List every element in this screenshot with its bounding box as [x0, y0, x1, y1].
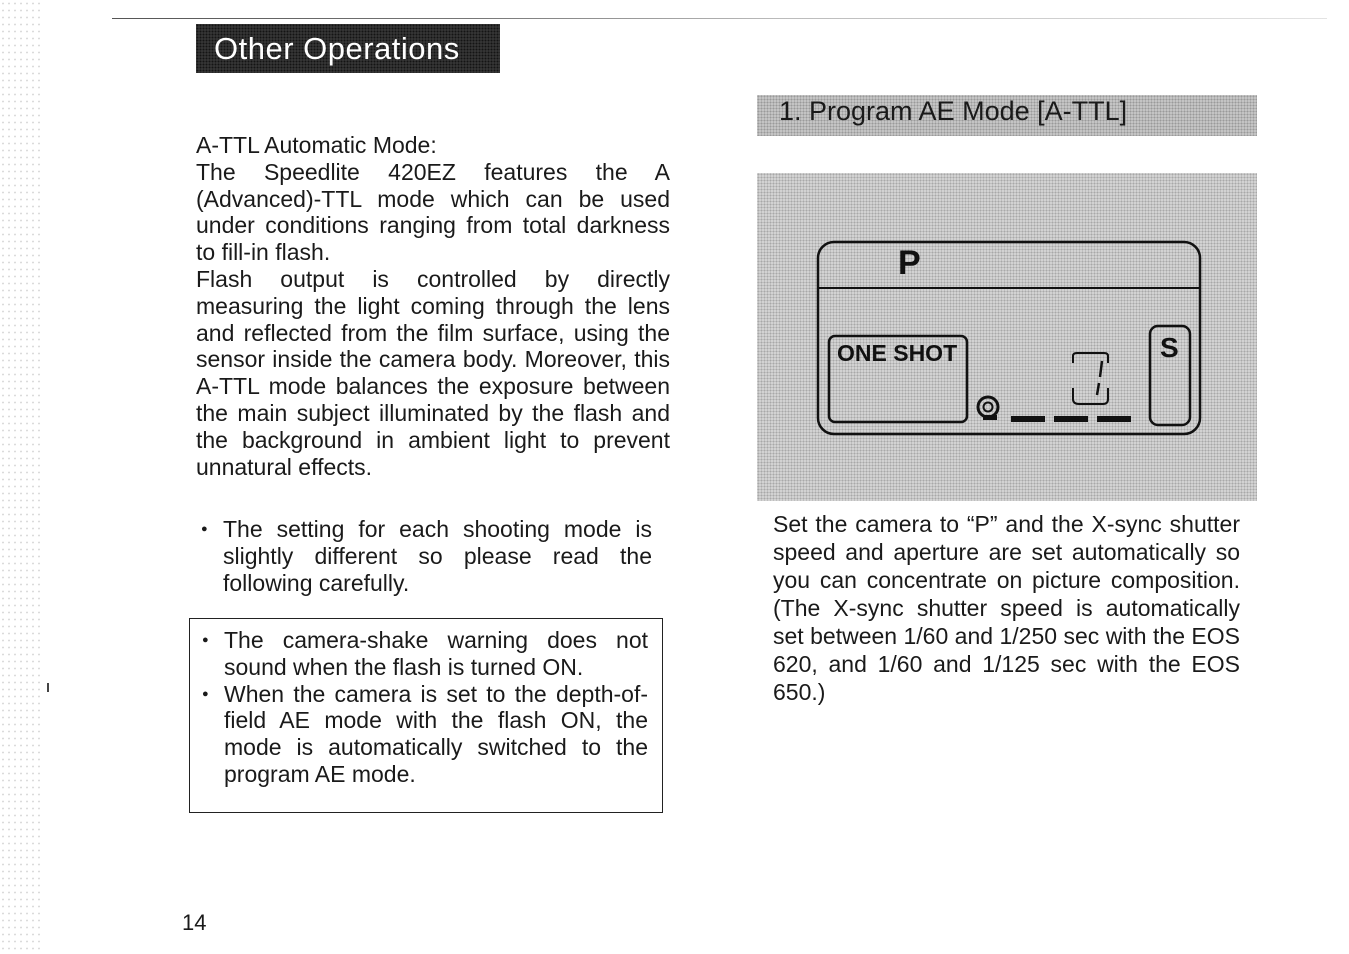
lcd-display — [757, 173, 1257, 501]
list-item: ● When the camera is set to the depth-of-field AE mode with the flash ON, the mode is automatically switched to the program AE mode. — [197, 681, 648, 788]
indicator-label: S — [1160, 332, 1179, 363]
shooting-mode-note — [196, 516, 652, 596]
attl-description — [196, 132, 670, 480]
list-item: ● The setting for each shooting mode is slightly different so please read the following carefully. — [196, 516, 652, 596]
program-mode-description: Set the camera to “P” and the X-sync shutter speed and aperture are set automatically so you can concentrate on picture composition. (The X-sync shutter speed is automatically set between 1/60 and 1/250 sec with the EOS 620, and 1/60 and 1/125 sec with the EOS 650.) — [773, 511, 1240, 705]
section-title: 1. Program AE Mode [A-TTL] — [757, 95, 1257, 136]
page-title: Other Operations — [196, 24, 500, 73]
list-item: ● The camera-shake warning does not sound when the flash is turned ON. — [197, 627, 648, 681]
attl-heading: A-TTL Automatic Mode: — [196, 132, 437, 158]
page-number: 14 — [182, 910, 207, 935]
film-bar-1 — [1011, 416, 1045, 422]
caution-box — [189, 618, 663, 813]
scan-edge-noise — [0, 0, 42, 954]
film-bar-2 — [1054, 416, 1088, 422]
focus-mode-label: ONE SHOT — [837, 340, 958, 366]
film-bar-3 — [1097, 416, 1131, 422]
attl-paragraph-2: Flash output is controlled by directly measuring the light coming through the lens and reflected from the film surface, using the sensor inside the camera body. Moreover, this A-TTL mode balances the exposure between the main subject illuminated by the flash and the background in ambient light to prevent unnatural effects. — [196, 265, 670, 480]
top-rule — [112, 18, 1327, 19]
caution-list — [197, 627, 648, 788]
frame-counter-digit — [1073, 353, 1108, 404]
bullet-list — [196, 516, 652, 596]
lcd-frame — [818, 242, 1200, 434]
lcd-mode-label: P — [898, 244, 921, 282]
film-cartridge-icon — [978, 397, 998, 420]
attl-paragraph-1: The Speedlite 420EZ features the A (Advanced)-TTL mode which can be used under conditions ranging from total darkness to fill-in flash. — [196, 158, 670, 266]
lcd-illustration — [757, 173, 1257, 501]
scan-artifact — [47, 683, 49, 692]
